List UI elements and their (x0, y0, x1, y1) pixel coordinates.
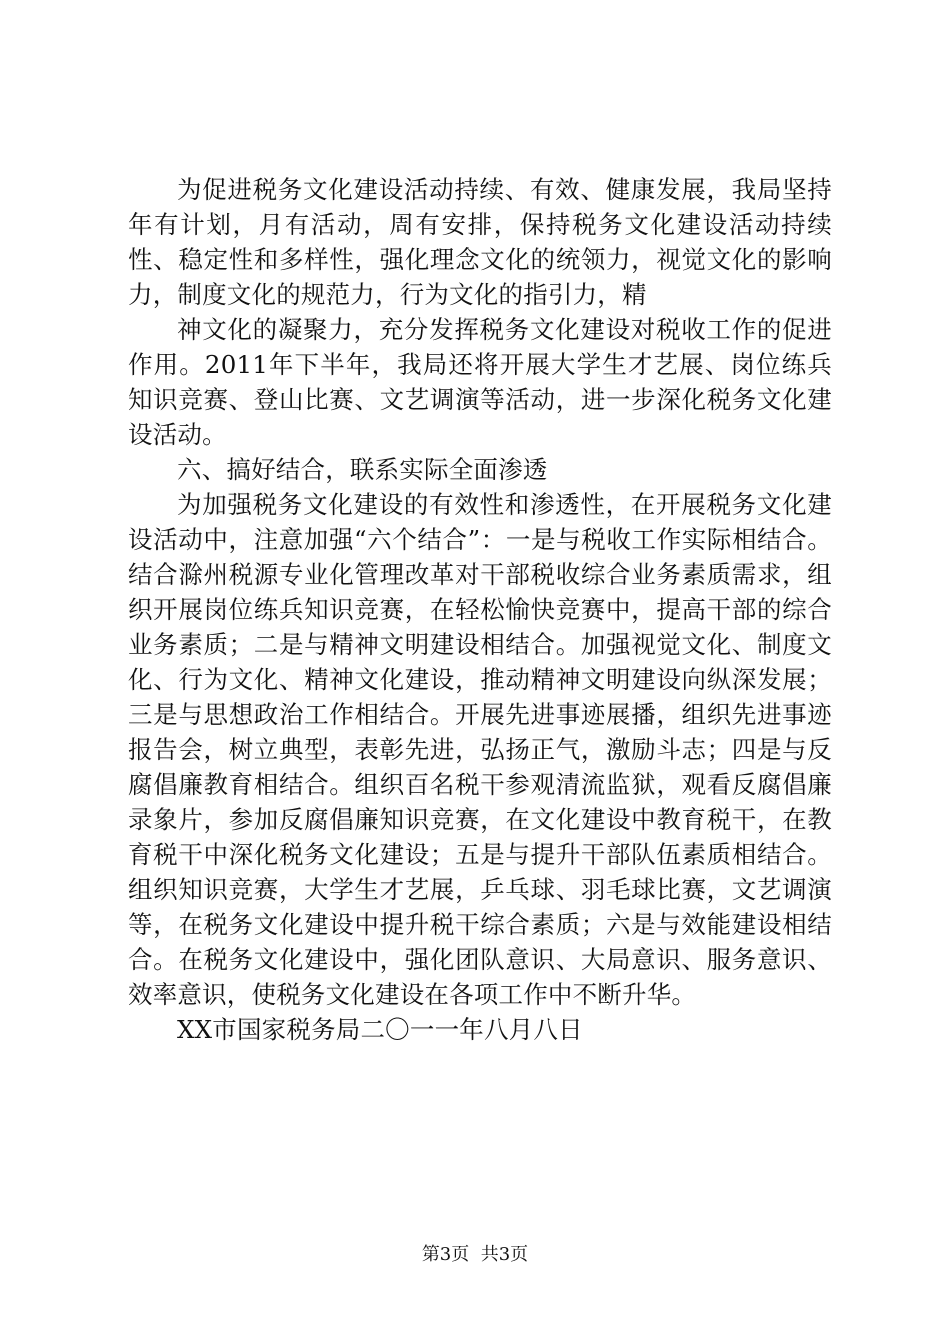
paragraph-six-combinations: 为加强税务文化建设的有效性和渗透性，在开展税务文化建设活动中，注意加强“六个结合”：一是与税收工作实际相结合。结合滁州税源专业化管理改革对干部税收综合业务素质需求，组织开展岗位练兵知识竞赛，在轻松愉快竞赛中，提高干部的综合业务素质；二是与精神文明建设相结合。加强视觉文化、制度文化、行为文化、精神文化建设，推动精神文明建设向纵深发展；三是与思想政治工作相结合。开展先进事迹展播，组织先进事迹报告会，树立典型，表彰先进，弘扬正气，激励斗志；四是与反腐倡廉教育相结合。组织百名税干参观清流监狱，观看反腐倡廉录象片，参加反腐倡廉知识竞赛，在文化建设中教育税干，在教育税干中深化税务文化建设；五是与提升干部队伍素质相结合。组织知识竞赛，大学生才艺展，乒乓球、羽毛球比赛，文艺调演等，在税务文化建设中提升税干综合素质；六是与效能建设相结合。在税务文化建设中，强化团队意识、大局意识、服务意识、效率意识，使税务文化建设在各项工作中不断升华。 (128, 490, 832, 1009)
paragraph-culture-activities: 为促进税务文化建设活动持续、有效、健康发展，我局坚持年有计划，月有活动，周有安排，保持税务文化建设活动持续性、稳定性和多样性，强化理念文化的统领力，视觉文化的影响力，制度文化的规范力，行为文化的指引力，精 (128, 175, 832, 309)
document-body (128, 172, 832, 1047)
paragraph-spirit-culture: 神文化的凝聚力，充分发挥税务文化建设对税收工作的促进作用。2011年下半年，我局还将开展大学生才艺展、岗位练兵知识竞赛、登山比赛、文艺调演等活动，进一步深化税务文化建设活动。 (128, 315, 832, 449)
page-number: 第3页 共3页 (421, 1244, 529, 1265)
page-footer (0, 1243, 950, 1267)
signature-date-line: XX市国家税务局二〇一一年八月八日 (177, 1015, 583, 1044)
section-heading-six: 六、搞好结合，联系实际全面渗透 (177, 455, 548, 484)
